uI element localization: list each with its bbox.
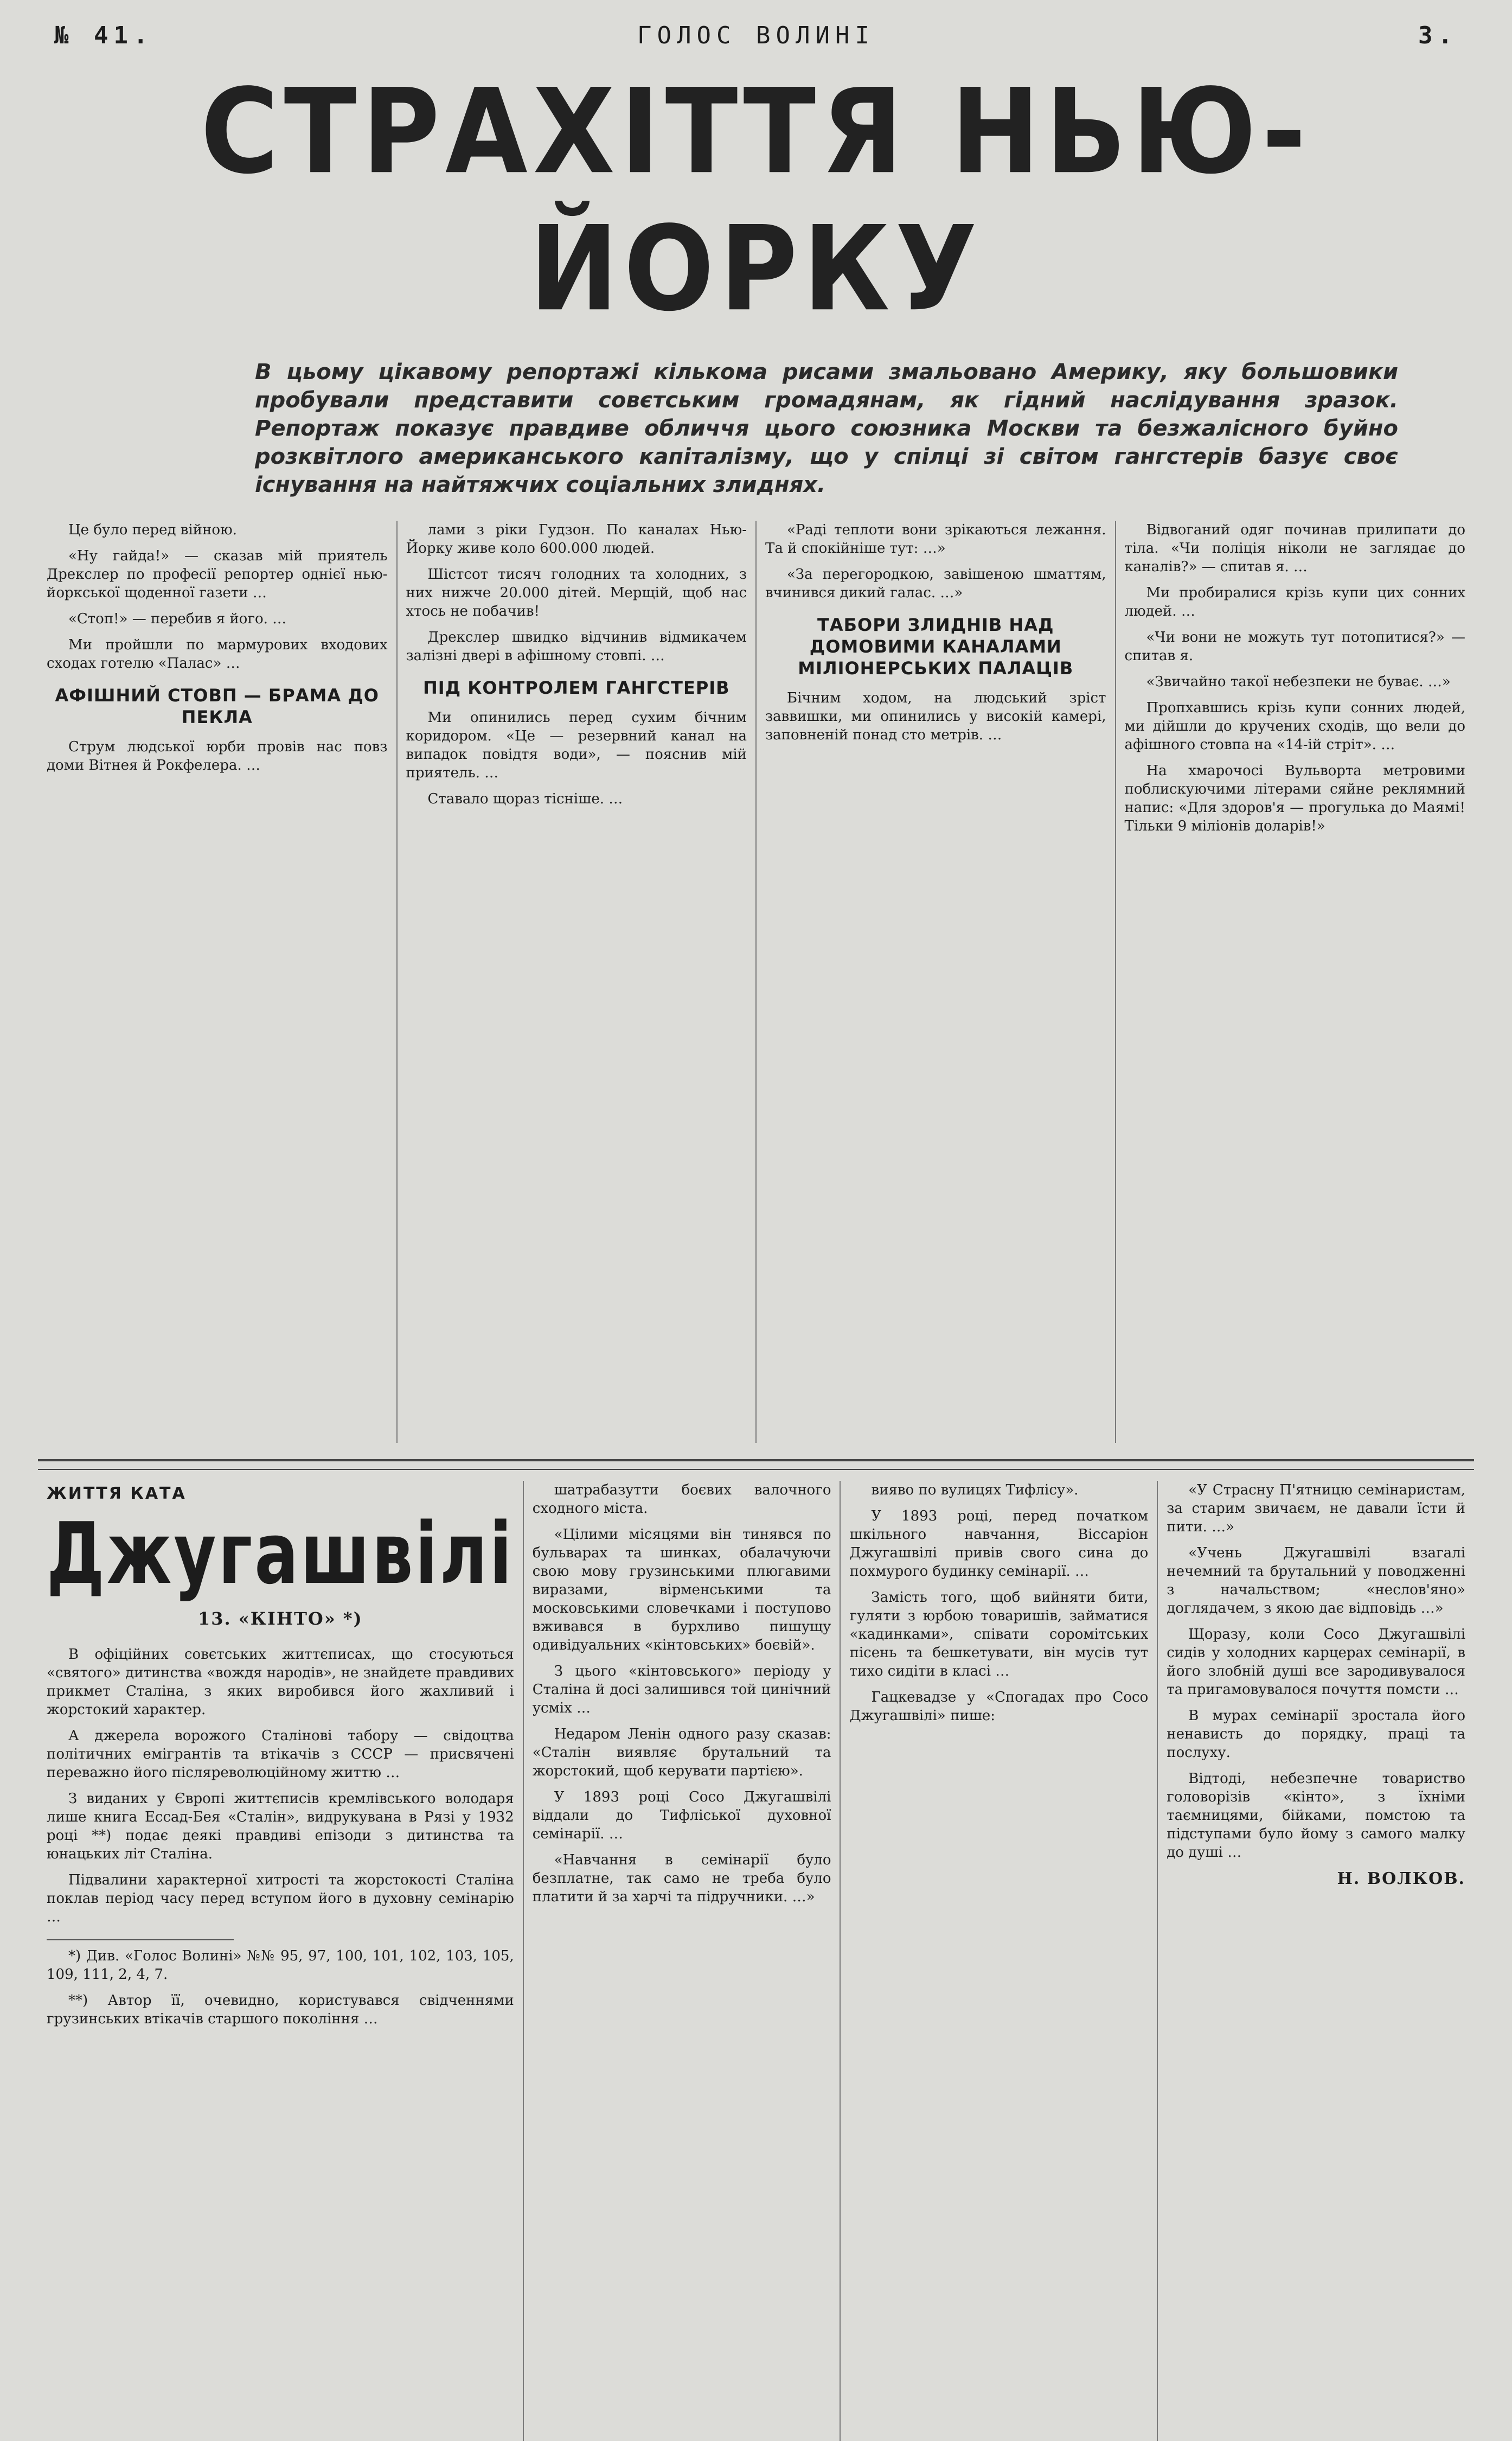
footnote-divider — [47, 1939, 234, 1940]
paragraph: У 1893 році Сосо Джугашвілі віддали до Тифліської духовної семінарії. … — [532, 1789, 831, 1842]
page-number: 3. — [1418, 22, 1458, 49]
masthead — [38, 22, 1474, 60]
paragraph: Замість того, щоб вийняти бити, гуляти з юрбою товаришів, займатися «кадинками», співати соромітських пісень та бешкетувати, він мусів тут тихо сидіти в класі … — [849, 1589, 1149, 1679]
paragraph: Ми пройшли по мармурових входових сходах готелю «Палас» … — [47, 637, 388, 672]
footnote: **) Автор її, очевидно, користувався свідченнями грузинських втікачів старшого покоління … — [47, 1992, 514, 2027]
paragraph: «Стоп!» — перебив я його. … — [68, 611, 287, 627]
section-heading: ТАБОРИ ЗЛИДНІВ НАД ДОМОВИМИ КАНАЛАМИ МІЛІОНЕРСЬКИХ ПАЛАЦІВ — [798, 615, 1074, 679]
paragraph: Щоразу, коли Сосо Джугашвілі сидів у холодних карцерах семінарії, в його злобній душі все зародивувалося та пригамовувалося почуття помсти … — [1167, 1626, 1466, 1698]
paragraph: «Звичайно такої небезпеки не буває. …» — [1146, 674, 1451, 690]
paragraph: А джерела ворожого Сталінові табору — свідоцтва політичних емігрантів та втікачів з СССР — присвячені переважно його післяреволюційному життю … — [47, 1728, 514, 1781]
paragraph: В офіційних совєтських життєписах, що стосуються «святого» дитинства «вождя народів», не знайдете правдивих прикмет Сталіна, з яких виробився його жахливий і жорстокий характер. — [47, 1646, 514, 1718]
paragraph: Гацкевадзе у «Спогадах про Сосо Джугашвілі» пише: — [849, 1689, 1149, 1724]
paragraph: Струм людської юрби провів нас повз доми Вітнея й Рокфелера. … — [47, 739, 388, 774]
article-lede: В цьому цікавому репортажі кількома рисами змальовано Америку, яку большовики пробували представити совєтським громадянам, як гідний наслідування зразок. Репортаж показує правдиве обличчя цього союзника Москви та безжалісного буйно розквітлого американського капіталізму, що у спілці зі світом гангстерів базує своє існування на найтяжчих соціальних злиднях. — [255, 360, 1398, 497]
article-subtitle: 13. «КІНТО» *) — [197, 1608, 363, 1629]
paragraph: У 1893 році, перед початком шкільного навчання, Віссаріон Джугашвілі привів свого сина до похмурого будинку семінарії. … — [849, 1508, 1149, 1580]
paragraph: Підвалини характерної хитрості та жорстокості Сталіна поклав період часу перед вступом його в духовну семінарію … — [47, 1872, 514, 1925]
paragraph: «Навчання в семінарії було безплатне, так само не треба було платити й за харчі та підручники. …» — [532, 1852, 831, 1905]
section-heading: ПІД КОНТРОЛЕМ ГАНГСТЕРІВ — [422, 678, 730, 698]
paragraph: З виданих у Європі життєписів кремлівського володаря лише книга Ессад-Бея «Сталін», видрукувана в Рязі у 1932 році **) подає деякі правдиві епізоди з дитинства та юнацьких літ Сталіна. — [47, 1791, 514, 1862]
column-1 — [38, 1481, 523, 2441]
paragraph: «Раді теплоти вони зрікаються лежання. Та й спокійніше тут: …» — [765, 522, 1106, 557]
paragraph: «Учень Джугашвілі взагалі нечемний та брутальний у поводженні з начальством; «неслов'яно» доглядачем, з якою дає відповідь …» — [1167, 1545, 1466, 1616]
paragraph: На хмарочосі Вульворта метровими поблискуючими літерами сяйне реклямний напис: «Для здоров'я — прогулька до Маямі! Тільки 9 міліонів доларів!» — [1124, 763, 1465, 834]
section-heading: АФІШНИЙ СТОВП — БРАМА ДО ПЕКЛА — [55, 685, 379, 727]
column-4 — [1115, 521, 1475, 1443]
paragraph: шатрабазутти боєвих валочного сходного міста. — [532, 1482, 831, 1517]
paragraph: Відтоді, небезпечне товариство головорізів «кінто», з їхніми таємницями, бійками, помстою та підступами було йому з самого малку до душі … — [1167, 1771, 1466, 1861]
paragraph: Пропхавшись крізь купи сонних людей, ми дійшли до кручених сходів, що вели до афішного стовпа на «14-ій стріт». … — [1124, 700, 1465, 753]
paragraph: «Ну гайда!» — сказав мій приятель Дрекслер по професії репортер однієї нью-йоркської щоденної газети … — [47, 548, 388, 601]
column-2 — [523, 1481, 840, 2441]
author-signature: Н. ВОЛКОВ. — [1337, 1869, 1466, 1888]
paragraph: З цього «кінтовського» періоду у Сталіна й досі залишився той цинічний усміх … — [532, 1663, 831, 1716]
paragraph: Недаром Ленін одного разу сказав: «Сталін виявляє брутальний та жорстокий, щоб керувати партією». — [532, 1726, 831, 1779]
paragraph: Це було перед війною. — [68, 522, 237, 538]
column-3 — [755, 521, 1115, 1443]
paragraph: Ставало щораз тісніше. … — [427, 791, 623, 807]
paragraph: «Цілими місяцями він тинявся по бульварах та шинках, обалачуючи свою мову грузинськими плюгавими виразами, вірменськими та московськими словечками і поступово вживався в бурхливо пишущу одивідуальних «кінтовських» боєвій». — [532, 1526, 831, 1653]
paragraph: Дрекслер швидко відчинив відмикачем залізні двері в афішному стовпі. … — [406, 629, 747, 664]
article-title: Джугашвілі — [47, 1505, 514, 1603]
section-divider — [38, 1459, 1474, 1470]
paragraph: Відвоганий одяг починав прилипати до тіла. «Чи поліція ніколи не заглядає до каналів?» — спитав я. … — [1124, 522, 1465, 575]
paragraph: «У Страсну П'ятницю семінаристам, за старим звичаєм, не давали їсти й пити. …» — [1167, 1482, 1466, 1535]
paragraph: «Чи вони не можуть тут потопитися?» — спитав я. — [1124, 629, 1465, 664]
paragraph: В мурах семінарії зростала його ненависть до порядку, праці та послуху. — [1167, 1708, 1466, 1761]
newspaper-name: ГОЛОС ВОЛИНІ — [637, 22, 875, 49]
paragraph: Ми опинились перед сухим бічним коридором. «Це — резервний канал на випадок повідтя води», — пояснив мій приятель. … — [406, 710, 747, 781]
footnote: *) Див. «Голос Волині» №№ 95, 97, 100, 101, 102, 103, 105, 109, 111, 2, 4, 7. — [47, 1948, 514, 1983]
paragraph: Бічним ходом, на людський зріст заввишки, ми опинились у високій камері, заповненій понад сто метрів. … — [765, 690, 1106, 743]
paragraph: лами з ріки Гудзон. По каналах Нью-Йорку живе коло 600.000 людей. — [406, 522, 747, 557]
column-4 — [1157, 1481, 1474, 2441]
column-3 — [840, 1481, 1157, 2441]
top-article-columns — [38, 521, 1474, 1443]
column-1 — [38, 521, 396, 1443]
section-kicker: ЖИТТЯ КАТА — [47, 1484, 187, 1503]
issue-number: № 41. — [54, 22, 153, 49]
column-2 — [396, 521, 756, 1443]
paragraph: Ми пробиралися крізь купи цих сонних людей. … — [1124, 585, 1465, 619]
main-headline: СТРАХІТТЯ НЬЮ-ЙОРКУ — [200, 64, 1312, 337]
paragraph: Шістсот тисяч голодних та холодних, з них нижче 20.000 дітей. Мерщій, щоб нас хтось не побачив! — [406, 566, 747, 619]
paragraph: «За перегородкою, завішеною шматтям, вчинився дикий галас. …» — [765, 566, 1106, 601]
lower-article-columns — [38, 1481, 1474, 2441]
paragraph: вияво по вулицях Тифлісу». — [871, 1482, 1079, 1498]
